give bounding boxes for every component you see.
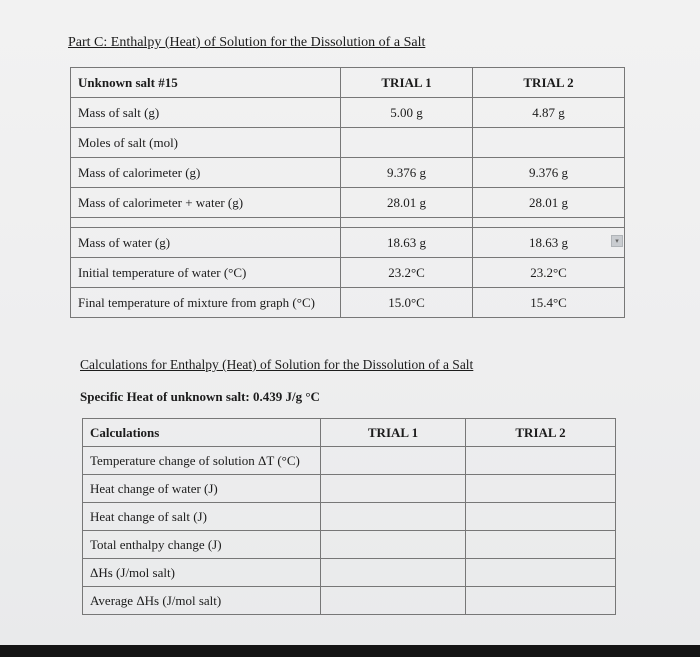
row-label: Heat change of water (J) [83, 475, 321, 503]
scroll-handle-icon[interactable]: ▾ [611, 235, 623, 247]
trial-1-value: 9.376 g [341, 158, 473, 188]
calculations-table [82, 418, 616, 615]
trial-1-value: 5.00 g [341, 98, 473, 128]
trial-1-cell [321, 475, 466, 503]
spacer-cell [341, 218, 473, 228]
table-row [83, 587, 616, 615]
row-label: Mass of calorimeter (g) [71, 158, 341, 188]
trial-1-cell [321, 531, 466, 559]
trial-2-value: 9.376 g [473, 158, 625, 188]
trial-2-cell [466, 503, 616, 531]
table-row [71, 288, 625, 318]
row-label: Average ΔHs (J/mol salt) [83, 587, 321, 615]
row-label: ΔHs (J/mol salt) [83, 559, 321, 587]
trial-2-value: 28.01 g [473, 188, 625, 218]
trial-2-cell [466, 531, 616, 559]
header-trial-2: TRIAL 2 [473, 68, 625, 98]
header-unknown-salt: Unknown salt #15 [71, 68, 341, 98]
trial-1-value: 15.0°C [341, 288, 473, 318]
trial-2-cell [466, 475, 616, 503]
trial-1-cell [321, 559, 466, 587]
calculations-title: Calculations for Enthalpy (Heat) of Solution for the Dissolution of a Salt [80, 357, 474, 372]
part-c-title: Part C: Enthalpy (Heat) of Solution for the Dissolution of a Salt [68, 35, 426, 50]
table-row [83, 503, 616, 531]
row-label: Total enthalpy change (J) [83, 531, 321, 559]
table-row [71, 98, 625, 128]
header-trial-1: TRIAL 1 [321, 419, 466, 447]
trial-2-cell [466, 559, 616, 587]
header-calculations: Calculations [83, 419, 321, 447]
table-row [83, 559, 616, 587]
table-row [83, 447, 616, 475]
table-row [71, 228, 625, 258]
table-spacer-row [71, 218, 625, 228]
trial-1-value [341, 128, 473, 158]
trial-2-value: 4.87 g [473, 98, 625, 128]
trial-1-value: 18.63 g [341, 228, 473, 258]
table-row [71, 128, 625, 158]
trial-1-cell [321, 587, 466, 615]
table-row [83, 531, 616, 559]
trial-1-value: 28.01 g [341, 188, 473, 218]
header-trial-1: TRIAL 1 [341, 68, 473, 98]
table-header-row [71, 68, 625, 98]
header-trial-2: TRIAL 2 [466, 419, 616, 447]
trial-2-value: 18.63 g [473, 228, 625, 258]
row-label: Temperature change of solution ΔT (°C) [83, 447, 321, 475]
table-row [71, 258, 625, 288]
data-table [70, 67, 625, 318]
row-label: Mass of salt (g) [71, 98, 341, 128]
trial-2-cell [466, 587, 616, 615]
specific-heat-text: Specific Heat of unknown salt: 0.439 J/g °C [80, 389, 320, 404]
row-label: Moles of salt (mol) [71, 128, 341, 158]
trial-2-value: 23.2°C [473, 258, 625, 288]
spacer-cell [71, 218, 341, 228]
trial-1-value: 23.2°C [341, 258, 473, 288]
trial-2-value [473, 128, 625, 158]
trial-1-cell [321, 447, 466, 475]
row-label: Mass of water (g) [71, 228, 341, 258]
trial-1-cell [321, 503, 466, 531]
table-row [71, 188, 625, 218]
trial-2-cell [466, 447, 616, 475]
row-label: Mass of calorimeter + water (g) [71, 188, 341, 218]
table-header-row [83, 419, 616, 447]
row-label: Heat change of salt (J) [83, 503, 321, 531]
spacer-cell [473, 218, 625, 228]
bottom-edge-bar [0, 645, 700, 657]
table-row [71, 158, 625, 188]
row-label: Initial temperature of water (°C) [71, 258, 341, 288]
row-label: Final temperature of mixture from graph (°C) [71, 288, 341, 318]
table-row [83, 475, 616, 503]
trial-2-value: 15.4°C [473, 288, 625, 318]
